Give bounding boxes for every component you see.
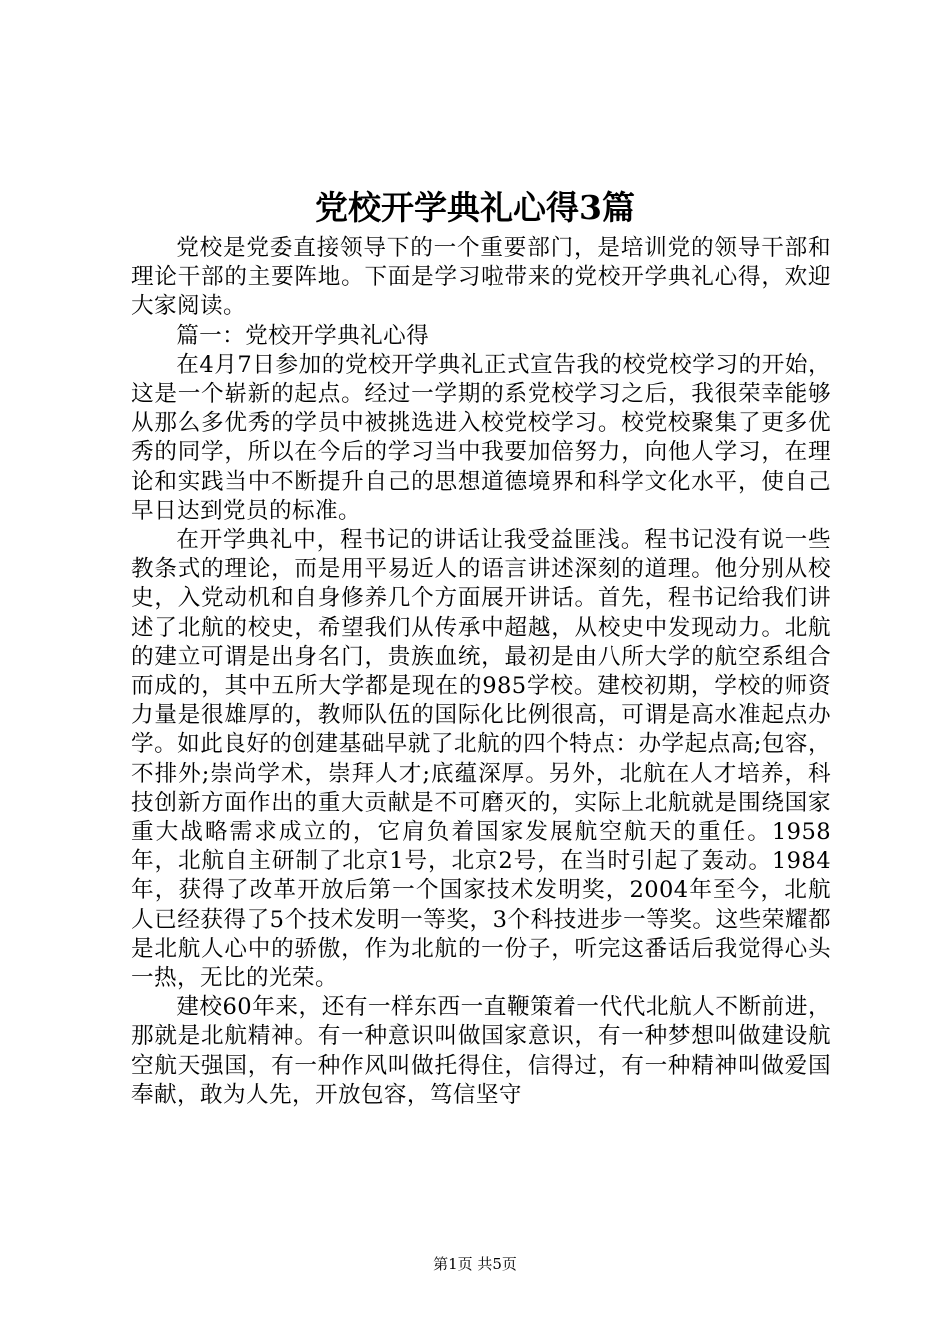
body-paragraph: 在开学典礼中，程书记的讲话让我受益匪浅。程书记没有说一些教条式的理论，而是用平易近人的语言讲述深刻的道理。他分别从校史，入党动机和自身修养几个方面展开讲话。首先，程书记给我们讲述了北航的校史，希望我们从传承中超越，从校史中发现动力。北航的建立可谓是出身名门，贵族血统，最初是由八所大学的航空系组合而成的，其中五所大学都是现在的985学校。建校初期，学校的师资力量是很雄厚的，教师队伍的国际化比例很高，可谓是高水准起点办学。如此良好的创建基础早就了北航的四个特点：办学起点高;包容，不排外;崇尚学术，崇拜人才;底蕴深厚。另外，北航在人才培养，科技创新方面作出的重大贡献是不可磨灭的，实际上北航就是围绕国家重大战略需求成立的，它肩负着国家发展航空航天的重任。1958年，北航自主研制了北京1号，北京2号，在当时引起了轰动。1984年，获得了改革开放后第一个国家技术发明奖，2004年至今，北航人已经获得了5个技术发明一等奖，3个科技进步一等奖。这些荣耀都是北航人心中的骄傲，作为北航的一份子，听完这番话后我觉得心头一热，无比的光荣。 (131, 527, 831, 992)
document-title: 党校开学典礼心得3篇 (315, 188, 635, 227)
intro-paragraph: 党校是党委直接领导下的一个重要部门，是培训党的领导干部和理论干部的主要阵地。下面是学习啦带来的党校开学典礼心得，欢迎大家阅读。 (131, 235, 831, 320)
body-paragraph: 建校60年来，还有一样东西一直鞭策着一代代北航人不断前进，那就是北航精神。有一种意识叫做国家意识，有一种梦想叫做建设航空航天强国，有一种作风叫做托得住，信得过，有一种精神叫做爱国奉献，敢为人先，开放包容，笃信坚守 (131, 994, 831, 1108)
document-body (131, 234, 831, 1110)
page-number-footer: 第1页 共5页 (433, 1255, 517, 1273)
body-paragraph: 在4月7日参加的党校开学典礼正式宣告我的校党校学习的开始，这是一个崭新的起点。经过一学期的系党校学习之后，我很荣幸能够从那么多优秀的学员中被挑选进入校党校学习。校党校聚集了更多优秀的同学，所以在今后的学习当中我要加倍努力，向他人学习，在理论和实践当中不断提升自己的思想道德境界和科学文化水平，使自己早日达到党员的标准。 (131, 351, 831, 524)
section-heading: 篇一：党校开学典礼心得 (176, 322, 430, 349)
